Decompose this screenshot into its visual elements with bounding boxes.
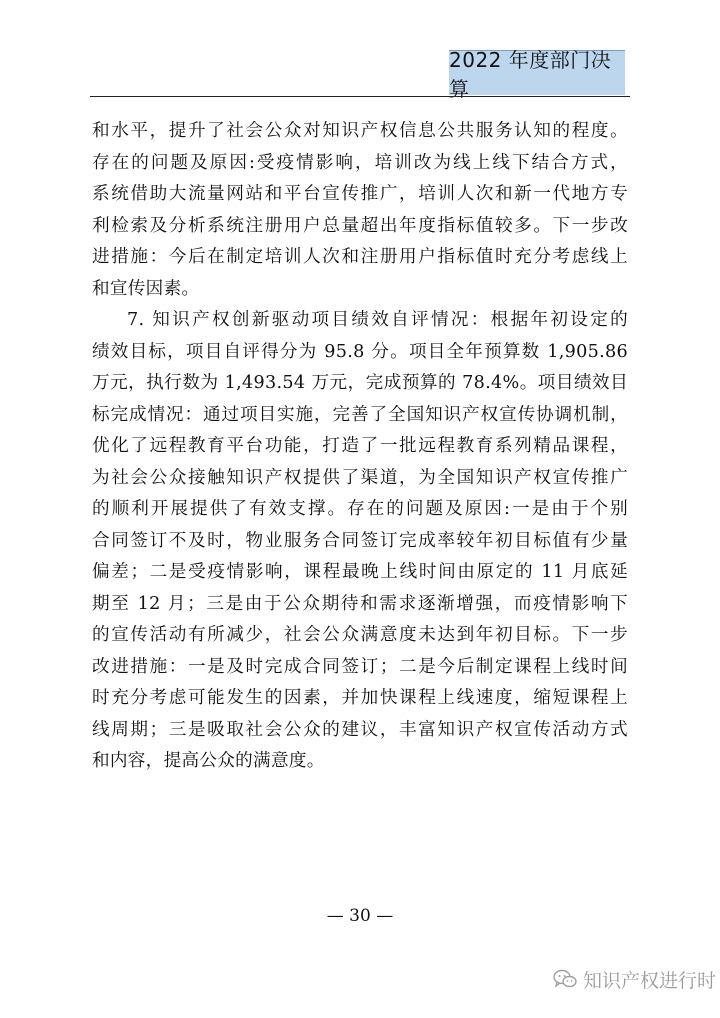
body-line: 期至 12 月；三是由于公众期待和需求逐渐增强，而疫情影响下 bbox=[92, 593, 628, 614]
page-number: — 30 — bbox=[326, 906, 394, 926]
body-line: 的宣传活动有所减少，社会公众满意度未达到年初目标。下一步 bbox=[92, 625, 628, 645]
wechat-icon bbox=[553, 969, 577, 989]
body-line: 改进措施：一是及时完成合同签订；二是今后制定课程上线时间 bbox=[92, 656, 628, 677]
body-line: 的顺利开展提供了有效支撑。存在的问题及原因:一是由于个别 bbox=[92, 499, 628, 519]
document-header-title: 2022 年度部门决算 bbox=[449, 50, 625, 95]
body-line: 和水平，提升了社会公众对知识产权信息公共服务认知的程度。 bbox=[92, 121, 628, 141]
body-line: 优化了远程教育平台功能，打造了一批远程教育系列精品课程， bbox=[92, 436, 628, 456]
body-line: 存在的问题及原因:受疫情影响，培训改为线上线下结合方式， bbox=[92, 152, 628, 173]
body-line: 偏差；二是受疫情影响，课程最晚上线时间由原定的 11 月底延 bbox=[92, 562, 628, 582]
watermark-text: 知识产权进行时 bbox=[583, 969, 717, 992]
header-divider bbox=[90, 96, 630, 97]
body-line: 合同签订不及时，物业服务合同签订完成率较年初目标值有少量 bbox=[92, 530, 628, 551]
body-line: 利检索及分析系统注册用户总量超出年度指标值较多。下一步改 bbox=[92, 215, 628, 236]
body-line: 和宣传因素。 bbox=[92, 278, 200, 299]
body-line: 时充分考虑可能发生的因素，并加快课程上线速度，缩短课程上 bbox=[92, 688, 628, 708]
body-line: 为社会公众接触知识产权提供了渠道，为全国知识产权宣传推广 bbox=[92, 467, 628, 488]
body-line: 线周期；三是吸取社会公众的建议，丰富知识产权宣传活动方式 bbox=[92, 719, 628, 740]
body-line: 标完成情况：通过项目实施，完善了全国知识产权宣传协调机制， bbox=[92, 404, 628, 425]
body-line: 进措施：今后在制定培训人次和注册用户指标值时充分考虑线上 bbox=[92, 247, 628, 267]
watermark bbox=[553, 965, 716, 993]
document-body bbox=[92, 116, 628, 778]
body-line-paragraph-start: 7. 知识产权创新驱动项目绩效自评情况：根据年初设定的 bbox=[127, 310, 628, 330]
body-line: 和内容，提高公众的满意度。 bbox=[92, 751, 325, 771]
body-line: 万元，执行数为 1,493.54 万元，完成预算的 78.4%。项目绩效目 bbox=[92, 373, 628, 393]
body-line: 系统借助大流量网站和平台宣传推广，培训人次和新一代地方专 bbox=[92, 184, 628, 204]
body-line: 绩效目标，项目自评得分为 95.8 分。项目全年预算数 1,905.86 bbox=[92, 341, 628, 362]
